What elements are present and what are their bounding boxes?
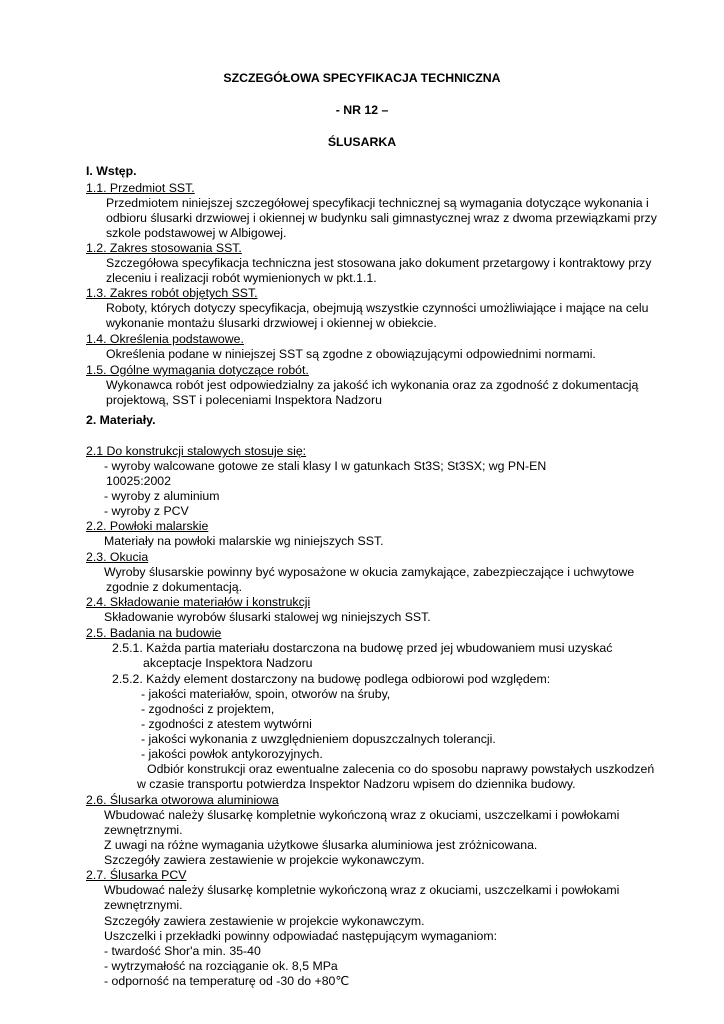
- paragraph-line: Z uwagi na różne wymagania użytkowe ślusarka aluminiowa jest zróżnicowana.: [104, 838, 538, 852]
- list-item: - jakości wykonania z uwzględnieniem dopuszczalnych tolerancji.: [141, 732, 496, 746]
- subsection-1-3-heading: 1.3. Zakres robót objętych SST.: [86, 286, 258, 300]
- section-1-heading: I. Wstęp.: [86, 164, 137, 178]
- paragraph-line: w czasie transportu potwierdza Inspektor Nadzoru wpisem do dziennika budowy.: [137, 777, 576, 791]
- list-item: - wyroby walcowane gotowe ze stali klasy I w gatunkach St3S; St3SX; wg PN-EN: [104, 459, 547, 473]
- paragraph-line: Wbudować należy ślusarkę kompletnie wykończoną wraz z okuciami, uszczelkami i powłokami: [104, 808, 620, 822]
- paragraph-line: Wyroby ślusarskie powinny być wyposażone w okucia zamykające, zabezpieczające i uchwytowe: [104, 565, 635, 579]
- paragraph-line: Uszczelki i przekładki powinny odpowiadać następującym wymaganiom:: [104, 929, 497, 943]
- paragraph-line: Szczegółowa specyfikacja techniczna jest stosowana jako dokument przetargowy i kontraktowy przy: [106, 256, 652, 270]
- list-item: - twardość Shor'a min. 35-40: [104, 944, 261, 958]
- paragraph-line: Określenia podane w niniejszej SST są zgodne z obowiązującymi odpowiednimi normami.: [106, 347, 596, 361]
- paragraph-line: Materiały na powłoki malarskie wg niniejszych SST.: [104, 534, 384, 548]
- subsection-1-5-heading: 1.5. Ogólne wymagania dotyczące robót.: [86, 363, 309, 377]
- paragraph-line: wykonanie montażu ślusarki drzwiowej i okiennej w obiekcie.: [106, 316, 437, 330]
- paragraph-line: zgodnie z dokumentacją.: [106, 580, 243, 594]
- paragraph-line: 2.5.1. Każda partia materiału dostarczona na budowę przed jej wbudowaniem musi uzyskać: [112, 641, 613, 655]
- paragraph-line: Szczegóły zawiera zestawienie w projekcie wykonawczym.: [104, 914, 425, 928]
- paragraph-line: 2.5.2. Każdy element dostarczony na budowę podlega odbiorowi pod względem:: [112, 672, 551, 686]
- list-item: - zgodności z projektem,: [141, 702, 275, 716]
- paragraph-line: zleceniu i realizacji robót wymienionych w pkt.1.1.: [106, 271, 377, 285]
- section-2-heading: 2. Materiały.: [86, 413, 156, 427]
- paragraph-line: Roboty, których dotyczy specyfikacja, obejmują wszystkie czynności umożliwiające i mające na celu: [106, 301, 649, 315]
- subsection-1-2-heading: 1.2. Zakres stosowania SST.: [86, 241, 242, 255]
- paragraph-line: odbioru ślusarki drzwiowej i okiennej w budynku sali gimnastycznej wraz z dwoma przewiązkami przy: [106, 211, 657, 225]
- subsection-1-1-heading: 1.1. Przedmiot SST.: [86, 181, 195, 195]
- paragraph-line: projektową, SST i poleceniami Inspektora Nadzoru: [106, 393, 382, 407]
- subsection-2-3-heading: 2.3. Okucia: [86, 550, 149, 564]
- paragraph-line: Wykonawca robót jest odpowiedzialny za jakość ich wykonania oraz za zgodność z dokumentacją: [106, 378, 639, 392]
- list-item: - odporność na temperaturę od -30 do +80℃: [104, 974, 350, 988]
- paragraph-line: Wbudować należy ślusarkę kompletnie wykończoną wraz z okuciami, uszczelkami i powłokami: [104, 883, 620, 897]
- list-item: - wytrzymałość na rozciąganie ok. 8,5 MPa: [104, 959, 338, 973]
- document-title: SZCZEGÓŁOWA SPECYFIKACJA TECHNICZNA: [223, 71, 501, 85]
- paragraph-line: Składowanie wyrobów ślusarki stalowej wg niniejszych SST.: [104, 610, 431, 624]
- paragraph-line: Odbiór konstrukcji oraz ewentualne zalecenia co do sposobu naprawy powstałych uszkodzeń: [147, 762, 655, 776]
- list-item: - jakości materiałów, spoin, otworów na śruby,: [141, 687, 391, 701]
- paragraph-line: Przedmiotem niniejszej szczegółowej specyfikacji technicznej są wymagania dotyczące wykonania i: [106, 196, 649, 210]
- subsection-2-6-heading: 2.6. Ślusarka otworowa aluminiowa: [86, 793, 279, 807]
- paragraph-line: akceptacje Inspektora Nadzoru: [143, 656, 313, 670]
- subsection-2-1-heading: 2.1 Do konstrukcji stalowych stosuje się:: [86, 444, 307, 458]
- subsection-2-4-heading: 2.4. Składowanie materiałów i konstrukcji: [86, 595, 311, 609]
- subsection-2-2-heading: 2.2. Powłoki malarskie: [86, 519, 209, 533]
- subsection-2-7-heading: 2.7. Ślusarka PCV: [86, 868, 187, 882]
- document-number: - NR 12 –: [335, 103, 389, 117]
- list-item: - wyroby z PCV: [104, 504, 189, 518]
- paragraph-line: zewnętrznymi.: [104, 823, 183, 837]
- list-item: - wyroby z aluminium: [104, 489, 220, 503]
- list-item: - zgodności z atestem wytwórni: [141, 717, 312, 731]
- paragraph-line: zewnętrznymi.: [104, 898, 183, 912]
- document-subject: ŚLUSARKA: [327, 135, 397, 149]
- subsection-1-4-heading: 1.4. Określenia podstawowe.: [86, 332, 244, 346]
- paragraph-line: szkole podstawowej w Albigowej.: [106, 226, 287, 240]
- paragraph-line: Szczegóły zawiera zestawienie w projekcie wykonawczym.: [104, 853, 425, 867]
- list-item: 10025:2002: [106, 474, 171, 488]
- subsection-2-5-heading: 2.5. Badania na budowie: [86, 626, 222, 640]
- list-item: - jakości powłok antykorozyjnych.: [141, 747, 323, 761]
